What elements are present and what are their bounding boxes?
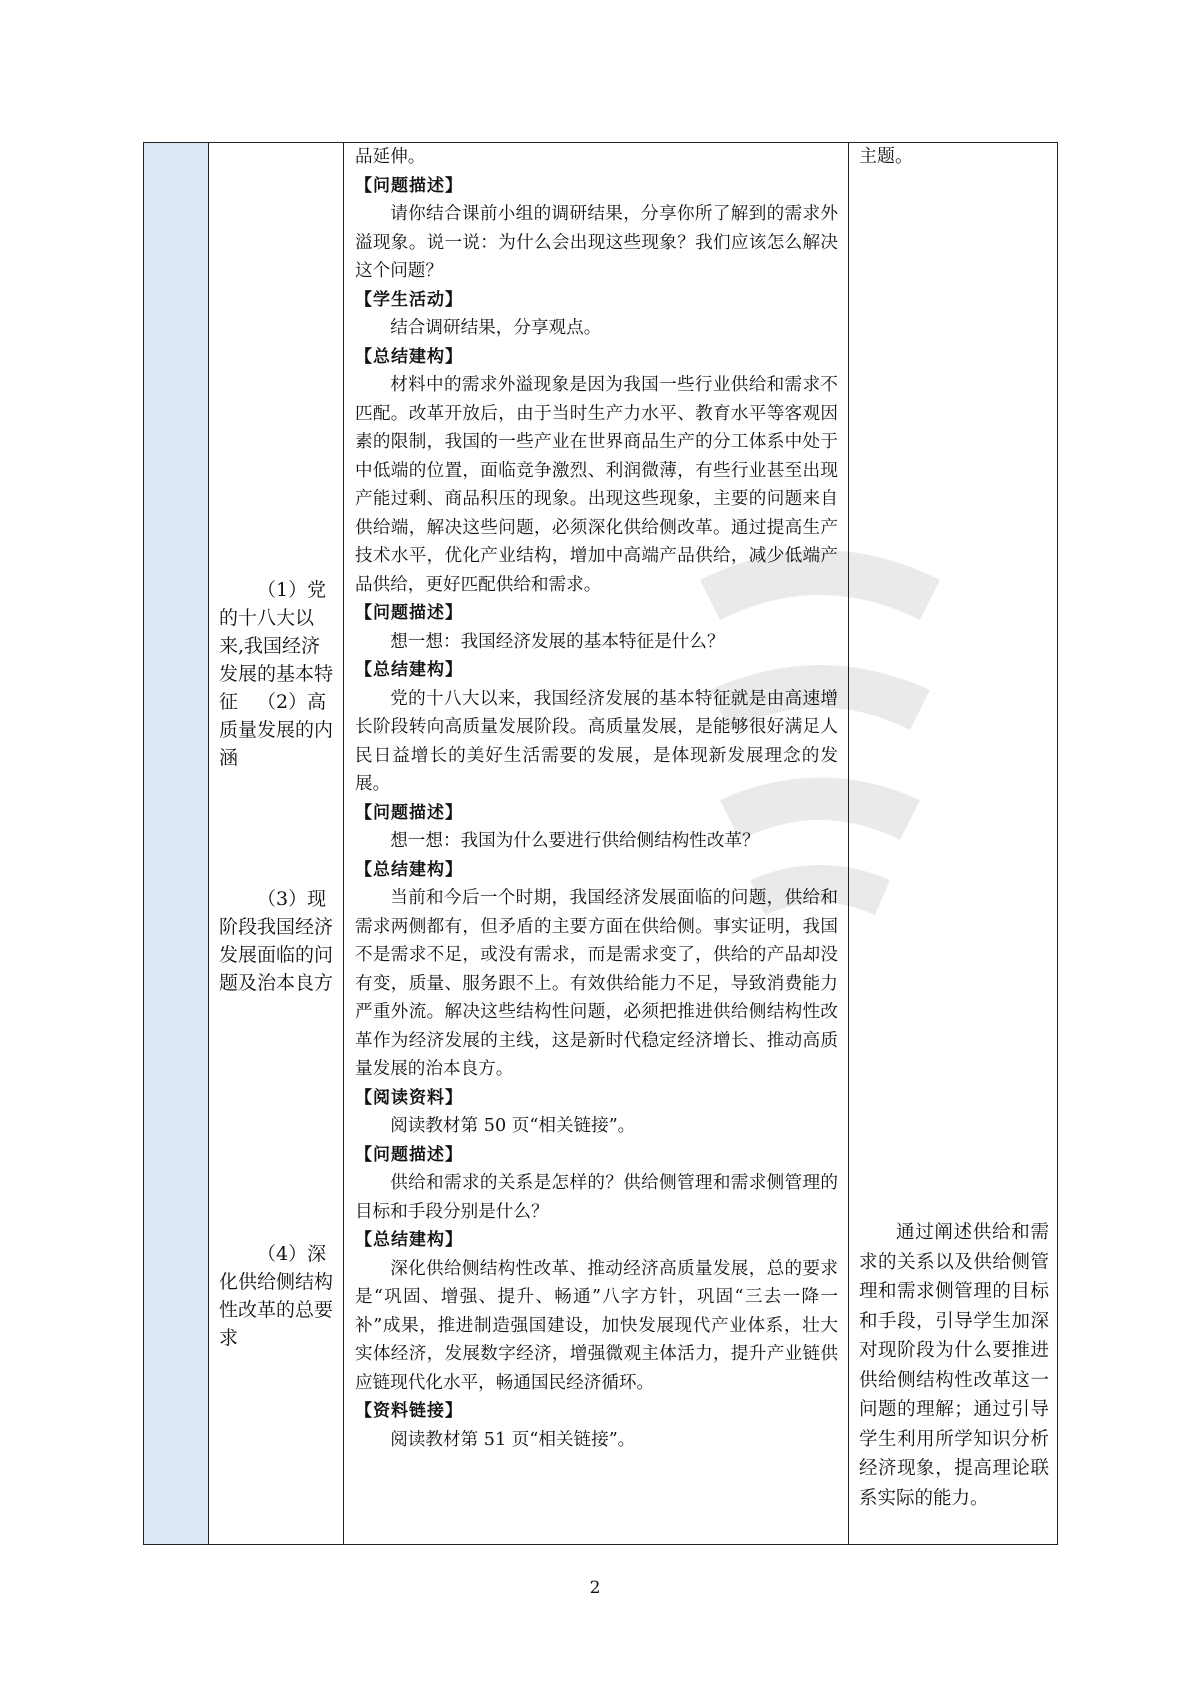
watermark-logo-icon [690,520,950,940]
section-heading: 【问题描述】 [355,603,463,623]
section-heading: 【问题描述】 [355,802,463,823]
knowledge-point: （3）现阶段我国经济发展面临的问题及治本良方 [219,888,334,994]
section-heading: 【学生活动】 [355,289,463,310]
knowledge-point: （1）党的十八大以来,我国经济发展的基本特征 [219,579,334,713]
paragraph: 请你结合课前小组的调研结果，分享你所了解到的需求外溢现象。说一说：为什么会出现这些现象？我们应该怎么解决这个问题？ [355,204,838,281]
section-heading: 【问题描述】 [355,1144,463,1165]
section-heading: 【总结建构】 [355,1230,463,1250]
section-heading: 【总结建构】 [355,859,463,880]
paragraph: 品延伸。 [355,147,426,167]
paragraph: 想一想：我国为什么要进行供给侧结构性改革？ [390,831,760,851]
section-heading: 【阅读资料】 [355,1087,463,1108]
design-intent-text: 通过阐述供给和需求的关系以及供给侧管理和需求侧管理的目标和手段，引导学生加深对现阶段为什么要推进供给侧结构性改革这一问题的理解；通过引导学生利用所学知识分析经济现象，提高理论联系实际的能力。 [859,1222,1049,1509]
section-heading: 【总结建构】 [355,346,463,367]
paragraph: 深化供给侧结构性改革、推动经济高质量发展，总的要求是“巩固、增强、提升、畅通”八字方针，巩固“三去一降一补”成果，推进制造强国建设，加快发展现代产业体系，壮大实体经济，发展数字经济，增强微观主体活力，提升产业链供应链现代化水平，畅通国民经济循环。 [355,1258,838,1393]
paragraph: 阅读教材第 50 页“相关链接”。 [390,1116,636,1136]
paragraph: 供给和需求的关系是怎样的？供给侧管理和需求侧管理的目标和手段分别是什么？ [355,1173,838,1222]
knowledge-points-cell [209,143,344,1545]
design-intent-continued: 主题。 [859,146,913,167]
section-heading: 【问题描述】 [355,175,463,196]
page-number: 2 [589,1578,601,1598]
knowledge-point: （2）高质量发展的内涵 [219,691,334,769]
paragraph: 阅读教材第 51 页“相关链接”。 [390,1429,636,1450]
paragraph: 结合调研结果，分享观点。 [390,318,602,338]
paragraph: 当前和今后一个时期，我国经济发展面临的问题，供给和需求两侧都有，但矛盾的主要方面在供给侧。事实证明，我国不是需求不足，或没有需求，而是需求变了，供给的产品却没有变，质量、服务跟不上。有效供给能力不足，导致消费能力严重外流。解决这些结构性问题，必须把推进供给侧结构性改革作为经济发展的主线，这是新时代稳定经济增长、推动高质量发展的治本良方。 [355,888,838,1079]
paragraph: 党的十八大以来，我国经济发展的基本特征就是由高速增长阶段转向高质量发展阶段。高质量发展，是能够很好满足人民日益增长的美好生活需要的发展，是体现新发展理念的发展。 [355,688,838,794]
paragraph: 材料中的需求外溢现象是因为我国一些行业供给和需求不匹配。改革开放后，由于当时生产力水平、教育水平等客观因素的限制，我国的一些产业在世界商品生产的分工体系中处于中低端的位置，面临竞争激烈、利润微薄，有些行业甚至出现产能过剩、商品积压的现象。出现这些现象，主要的问题来自供给端，解决这些问题，必须深化供给侧改革。通过提高生产技术水平，优化产业结构，增加中高端产品供给，减少低端产品供给，更好匹配供给和需求。 [355,375,838,595]
paragraph: 想一想：我国经济发展的基本特征是什么？ [390,631,725,652]
knowledge-point: （4）深化供给侧结构性改革的总要求 [219,1243,334,1349]
section-heading: 【资料链接】 [355,1401,463,1421]
shaded-stage-column [144,143,209,1545]
section-heading: 【总结建构】 [355,660,463,680]
